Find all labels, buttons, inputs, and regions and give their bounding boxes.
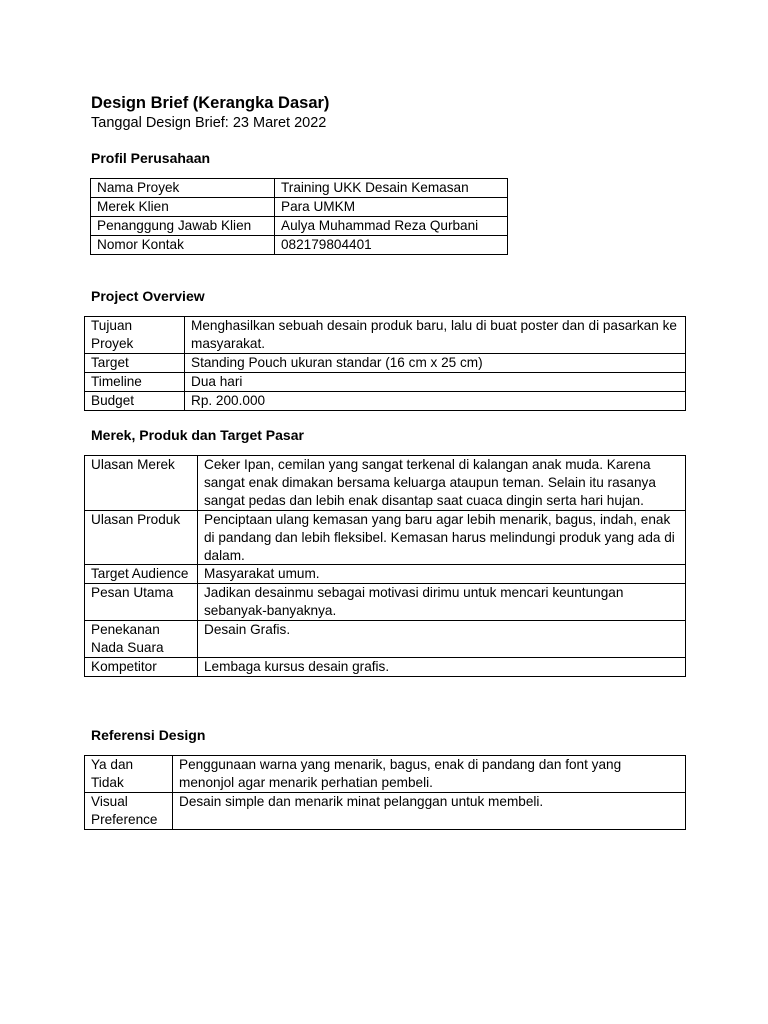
field-label: Visual Preference <box>85 792 173 829</box>
field-value: Lembaga kursus desain grafis. <box>198 657 686 676</box>
field-label: Penanggung Jawab Klien <box>91 216 275 235</box>
section-heading-referensi-design: Referensi Design <box>91 727 206 743</box>
field-value: Aulya Muhammad Reza Qurbani <box>275 216 508 235</box>
table-row <box>91 179 508 198</box>
table-row <box>85 372 686 391</box>
field-label: Budget <box>85 391 185 410</box>
referensi-design-table <box>84 755 686 830</box>
table-row <box>85 621 686 658</box>
field-label: Target <box>85 353 185 372</box>
profil-perusahaan-table <box>90 178 508 255</box>
table-row <box>91 216 508 235</box>
field-value: Desain simple dan menarik minat pelanggan untuk membeli. <box>173 792 686 829</box>
field-value: 082179804401 <box>275 235 508 254</box>
field-value: Para UMKM <box>275 197 508 216</box>
project-overview-table <box>84 316 686 411</box>
field-value: Dua hari <box>185 372 686 391</box>
document-title: Design Brief (Kerangka Dasar) <box>91 94 330 112</box>
field-label: Tujuan Proyek <box>85 317 185 354</box>
field-label: Ya dan Tidak <box>85 756 173 793</box>
merek-produk-table <box>84 455 686 677</box>
field-label: Timeline <box>85 372 185 391</box>
table-row <box>85 657 686 676</box>
section-heading-merek-produk: Merek, Produk dan Target Pasar <box>91 427 304 443</box>
field-label: Ulasan Produk <box>85 510 198 565</box>
table-row <box>85 510 686 565</box>
field-value: Desain Grafis. <box>198 621 686 658</box>
field-value: Rp. 200.000 <box>185 391 686 410</box>
field-value: Jadikan desainmu sebagai motivasi dirimu untuk mencari keuntungan sebanyak-banyaknya. <box>198 584 686 621</box>
table-row <box>85 391 686 410</box>
field-label: Penekanan Nada Suara <box>85 621 198 658</box>
field-value: Ceker Ipan, cemilan yang sangat terkenal di kalangan anak muda. Karena sangat enak dimakan bersama keluarga ataupun teman. Selain itu rasanya sangat pedas dan lebih enak disantap saat cuaca dingin serta hari hujan. <box>198 456 686 511</box>
table-row <box>85 792 686 829</box>
field-label: Merek Klien <box>91 197 275 216</box>
field-value: Penciptaan ulang kemasan yang baru agar lebih menarik, bagus, indah, enak di pandang dan lebih fleksibel. Kemasan harus melindungi produk yang ada di dalam. <box>198 510 686 565</box>
field-label: Target Audience <box>85 565 198 584</box>
table-row <box>85 353 686 372</box>
field-label: Nama Proyek <box>91 179 275 198</box>
table-row <box>85 756 686 793</box>
table-row <box>91 197 508 216</box>
table-row <box>85 317 686 354</box>
field-value: Penggunaan warna yang menarik, bagus, enak di pandang dan font yang menonjol agar menarik perhatian pembeli. <box>173 756 686 793</box>
field-label: Kompetitor <box>85 657 198 676</box>
table-row <box>91 235 508 254</box>
field-value: Standing Pouch ukuran standar (16 cm x 25 cm) <box>185 353 686 372</box>
brief-date: Tanggal Design Brief: 23 Maret 2022 <box>91 115 327 131</box>
field-value: Menghasilkan sebuah desain produk baru, lalu di buat poster dan di pasarkan ke masyarakat. <box>185 317 686 354</box>
section-heading-project-overview: Project Overview <box>91 288 205 304</box>
field-value: Training UKK Desain Kemasan <box>275 179 508 198</box>
field-label: Pesan Utama <box>85 584 198 621</box>
field-label: Ulasan Merek <box>85 456 198 511</box>
field-value: Masyarakat umum. <box>198 565 686 584</box>
table-row <box>85 584 686 621</box>
table-row <box>85 456 686 511</box>
field-label: Nomor Kontak <box>91 235 275 254</box>
section-heading-profil-perusahaan: Profil Perusahaan <box>91 150 211 166</box>
table-row <box>85 565 686 584</box>
